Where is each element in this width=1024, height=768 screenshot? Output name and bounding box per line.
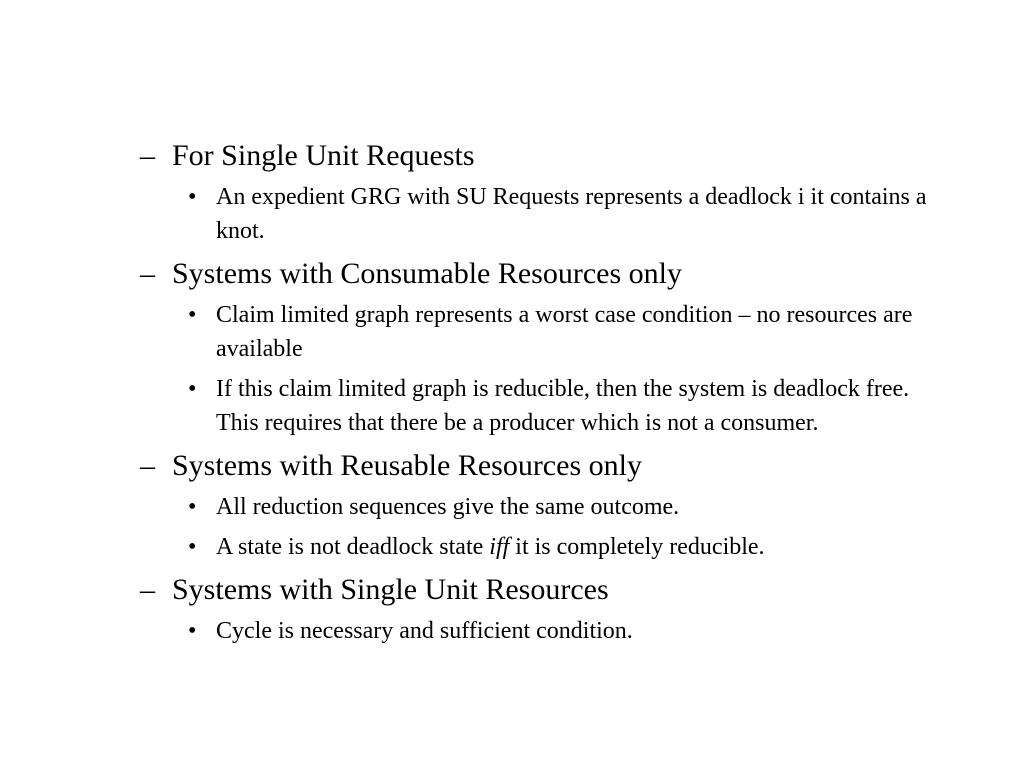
bullet-item: [140, 298, 940, 366]
level1-item: [140, 446, 960, 486]
bullet-text: An expedient GRG with SU Requests represents a deadlock i it contains a knot.: [216, 184, 927, 244]
bullet-text: Claim limited graph represents a worst case condition – no resources are available: [216, 302, 913, 362]
bullet-list: [140, 614, 960, 648]
section-reusable-resources: [140, 446, 960, 564]
bullet-item: [140, 372, 940, 440]
bullet-text: All reduction sequences give the same outcome.: [216, 494, 680, 520]
dash-marker: –: [140, 139, 155, 172]
dash-marker: –: [140, 573, 155, 606]
section-heading: For Single Unit Requests: [172, 139, 475, 172]
dash-marker: –: [140, 449, 155, 482]
bullet-marker: •: [188, 618, 197, 644]
level1-item: [140, 136, 960, 176]
bullet-item: [140, 490, 940, 524]
bullet-item: [140, 614, 940, 648]
bullet-marker: •: [188, 534, 197, 560]
bullet-list: [140, 180, 960, 248]
bullet-text-after: it is completely reducible.: [509, 534, 765, 560]
bullet-marker: •: [188, 184, 197, 210]
bullet-text-before: A state is not deadlock state: [216, 534, 490, 560]
bullet-marker: •: [188, 494, 197, 520]
slide-content: [140, 136, 960, 654]
section-heading: Systems with Consumable Resources only: [172, 257, 682, 290]
section-consumable-resources: [140, 254, 960, 440]
bullet-text-italic: iff: [489, 534, 510, 560]
bullet-marker: •: [188, 302, 197, 328]
bullet-text: If this claim limited graph is reducible, then the system is deadlock free. This requires that there be a producer which is not a consumer.: [216, 376, 910, 436]
section-heading: Systems with Reusable Resources only: [172, 449, 642, 482]
bullet-text: [216, 534, 765, 560]
section-heading: Systems with Single Unit Resources: [172, 573, 609, 606]
level1-item: [140, 254, 960, 294]
section-single-unit-resources: [140, 570, 960, 648]
bullet-item: [140, 530, 940, 564]
bullet-list: [140, 490, 960, 564]
bullet-item: [140, 180, 940, 248]
section-single-unit-requests: [140, 136, 960, 248]
bullet-marker: •: [188, 376, 197, 402]
bullet-list: [140, 298, 960, 440]
dash-marker: –: [140, 257, 155, 290]
level1-item: [140, 570, 960, 610]
bullet-text: Cycle is necessary and sufficient condition.: [216, 618, 633, 644]
